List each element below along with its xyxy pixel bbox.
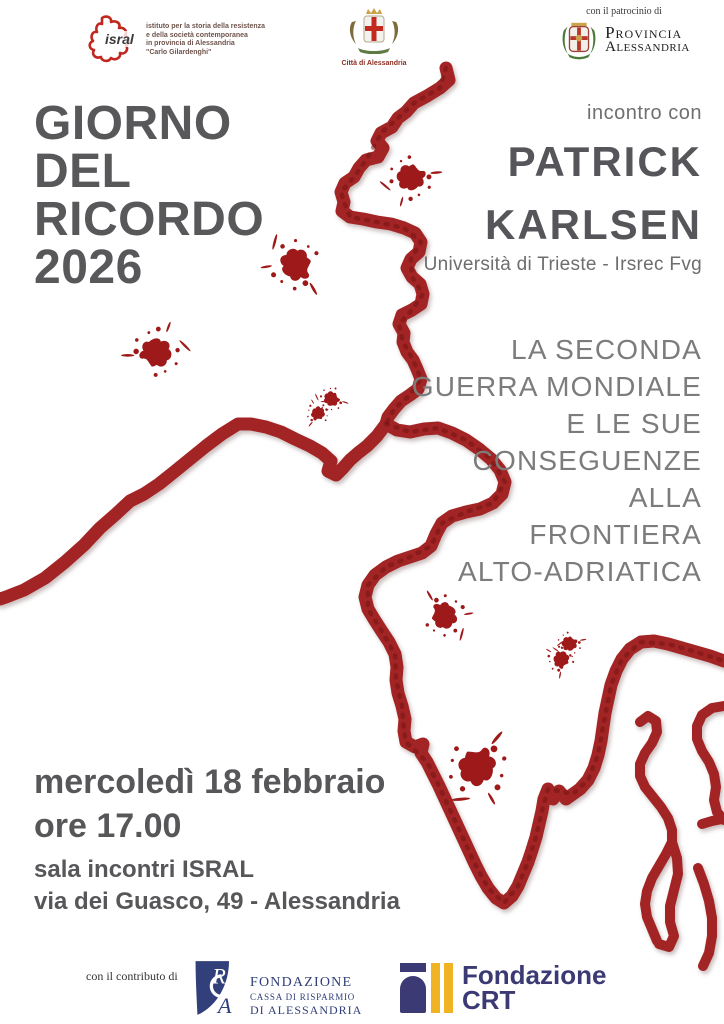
province-line1: Provincia [605, 23, 683, 42]
isral-caption-line: in provincia di Alessandria [146, 40, 235, 47]
speaker-block [424, 102, 702, 276]
isral-province-outline-icon [88, 14, 142, 64]
fondazione-crt-logo [400, 960, 607, 1015]
subject-line: GUERRA MONDIALE [411, 371, 702, 402]
isral-wordmark: isral [105, 31, 134, 47]
crt-text [462, 960, 607, 1015]
fondazione-cra-logo [190, 959, 362, 1018]
province-line2: Alessandria [605, 39, 690, 55]
subject-line: ALTO-ADRIATICA [458, 556, 702, 587]
talk-subject [412, 331, 702, 590]
subject-line: FRONTIERA [529, 519, 702, 550]
subject-line: ALLA [628, 482, 702, 513]
cra-monogram-icon [190, 959, 242, 1017]
crt-bars-icon [400, 963, 448, 1013]
cra-line1: FONDAZIONE [250, 975, 353, 990]
cra-line2: CASSA DI RISPARMIO [250, 992, 356, 1002]
event-date: mercoledì 18 febbraio [34, 763, 386, 801]
crt-line1: Fondazione [462, 960, 607, 990]
patronage-block [540, 6, 708, 61]
svg-text:R: R [212, 963, 226, 989]
city-caption: Città di Alessandria [341, 60, 407, 67]
event-address: via dei Guasco, 49 - Alessandria [34, 888, 400, 915]
title-line: GIORNO [34, 97, 232, 150]
isral-caption [146, 23, 265, 57]
subject-line: LA SECONDA [511, 334, 702, 365]
contribution-label: con il contributo di [86, 969, 178, 983]
subject-line: CONSEGUENZE [472, 445, 702, 476]
subject-line: E LE SUE [566, 408, 702, 439]
speaker-last-name: KARLSEN [484, 201, 702, 248]
isral-caption-line: "Carlo Gilardenghi" [146, 48, 212, 56]
isral-logo [88, 14, 265, 64]
city-logo [336, 8, 412, 67]
cra-text [250, 975, 362, 1018]
province-name [605, 25, 690, 55]
crt-line2: CRT [462, 985, 516, 1015]
speaker-first-name: PATRICK [507, 138, 702, 185]
svg-text:A: A [217, 993, 232, 1017]
alessandria-coat-of-arms-icon [344, 8, 404, 54]
cra-line3: DI ALESSANDRIA [250, 1003, 363, 1017]
patronage-label: con il patrocinio di [586, 6, 662, 17]
event-time: ore 17.00 [34, 807, 182, 845]
isral-caption-line: e della società contemporanea [146, 31, 248, 39]
title-line: 2026 [34, 241, 143, 294]
title-line: RICORDO [34, 193, 265, 246]
page-title [34, 97, 265, 294]
speaker-affiliation: Università di Trieste - Irsrec Fvg [423, 254, 702, 275]
provincia-alessandria-crest-icon [558, 19, 600, 61]
title-line: DEL [34, 145, 132, 198]
speaker-intro: incontro con [587, 102, 702, 124]
event-details [34, 760, 400, 918]
event-venue: sala incontri ISRAL [34, 856, 255, 883]
isral-caption-line: istituto per la storia della resistenza [146, 23, 266, 30]
footer [0, 949, 724, 1024]
